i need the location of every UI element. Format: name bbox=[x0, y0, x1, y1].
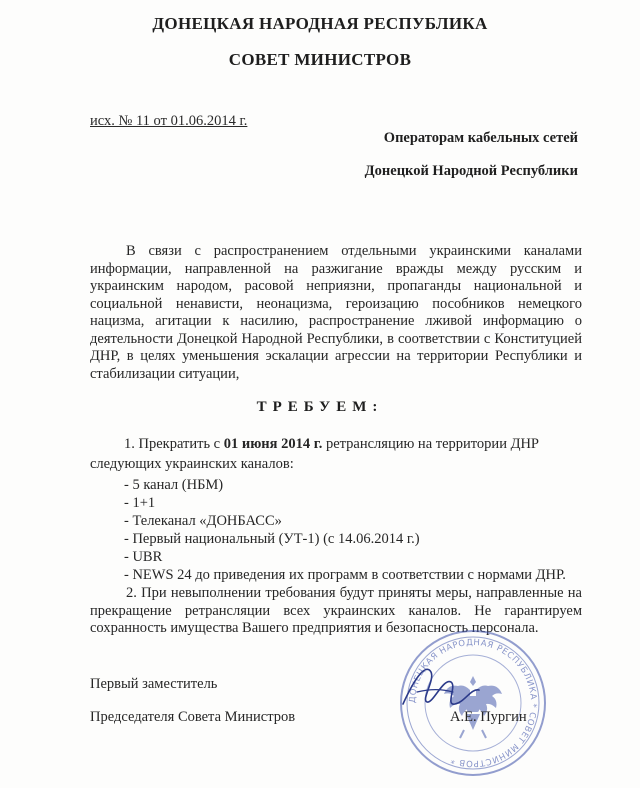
reference-number: исх. № 11 от 01.06.2014 г. bbox=[90, 113, 248, 129]
addressee-line-2: Донецкой Народной Республики bbox=[364, 163, 578, 179]
item-2-paragraph: 2. При невыполнении требования будут приняты меры, направленные на прекращение ретрансляции всех украинских каналов. Не гарантируем сохранность имущества Вашего предприятия и безопасность персонала. bbox=[90, 585, 582, 636]
republic-title: ДОНЕЦКАЯ НАРОДНАЯ РЕСПУБЛИКА bbox=[152, 14, 488, 33]
seal-text: ДОНЕЦКАЯ НАРОДНАЯ РЕСПУБЛИКА * СОВЕТ МИНИСТРОВ * bbox=[407, 637, 539, 769]
channel-item: - UBR bbox=[124, 549, 163, 565]
council-title: СОВЕТ МИНИСТРОВ bbox=[228, 50, 412, 69]
item-1-prefix: 1. Прекратить с bbox=[124, 436, 224, 452]
item-1-suffix: ретрансляцию на территории ДНР bbox=[322, 436, 540, 452]
channel-item: - NEWS 24 до приведения их программ в соответствии с нормами ДНР. bbox=[124, 567, 566, 583]
addressee-line-1: Операторам кабельных сетей bbox=[383, 130, 578, 146]
item-1-date: 01 июня 2014 г. bbox=[223, 436, 323, 452]
item-1-line-2: следующих украинских каналов: bbox=[90, 456, 294, 472]
intro-paragraph: В связи с распространением отдельными украинскими каналами информации, направленной на разжигание вражды между русским и украинским народом, расовой неприязни, пропаганды национальной и социальной ненависти, неонацизма, героизацию пособников немецкого нацизма, агитации к насилию, распространение лживой информацию о деятельности Донецкой Народной Республики, в соответствии с Конституцией ДНР, в целях уменьшения эскалации агрессии на территории Республики и стабилизации ситуации, bbox=[90, 243, 582, 382]
channel-item: - Первый национальный (УТ-1) (с 14.06.2014 г.) bbox=[124, 531, 420, 547]
channel-list bbox=[124, 476, 566, 584]
channel-item: - 5 канал (НБМ) bbox=[124, 477, 224, 493]
channel-item: - Телеканал «ДОНБАСС» bbox=[124, 513, 282, 529]
signatory-title-1: Первый заместитель bbox=[90, 676, 218, 692]
demand-heading: ТРЕБУЕМ: bbox=[256, 399, 384, 415]
channel-item: - 1+1 bbox=[124, 495, 156, 511]
item-1-line bbox=[124, 436, 539, 453]
signatory-title-2: Председателя Совета Министров bbox=[90, 709, 296, 725]
signatory-name: А.Е. Пургин bbox=[450, 709, 527, 725]
